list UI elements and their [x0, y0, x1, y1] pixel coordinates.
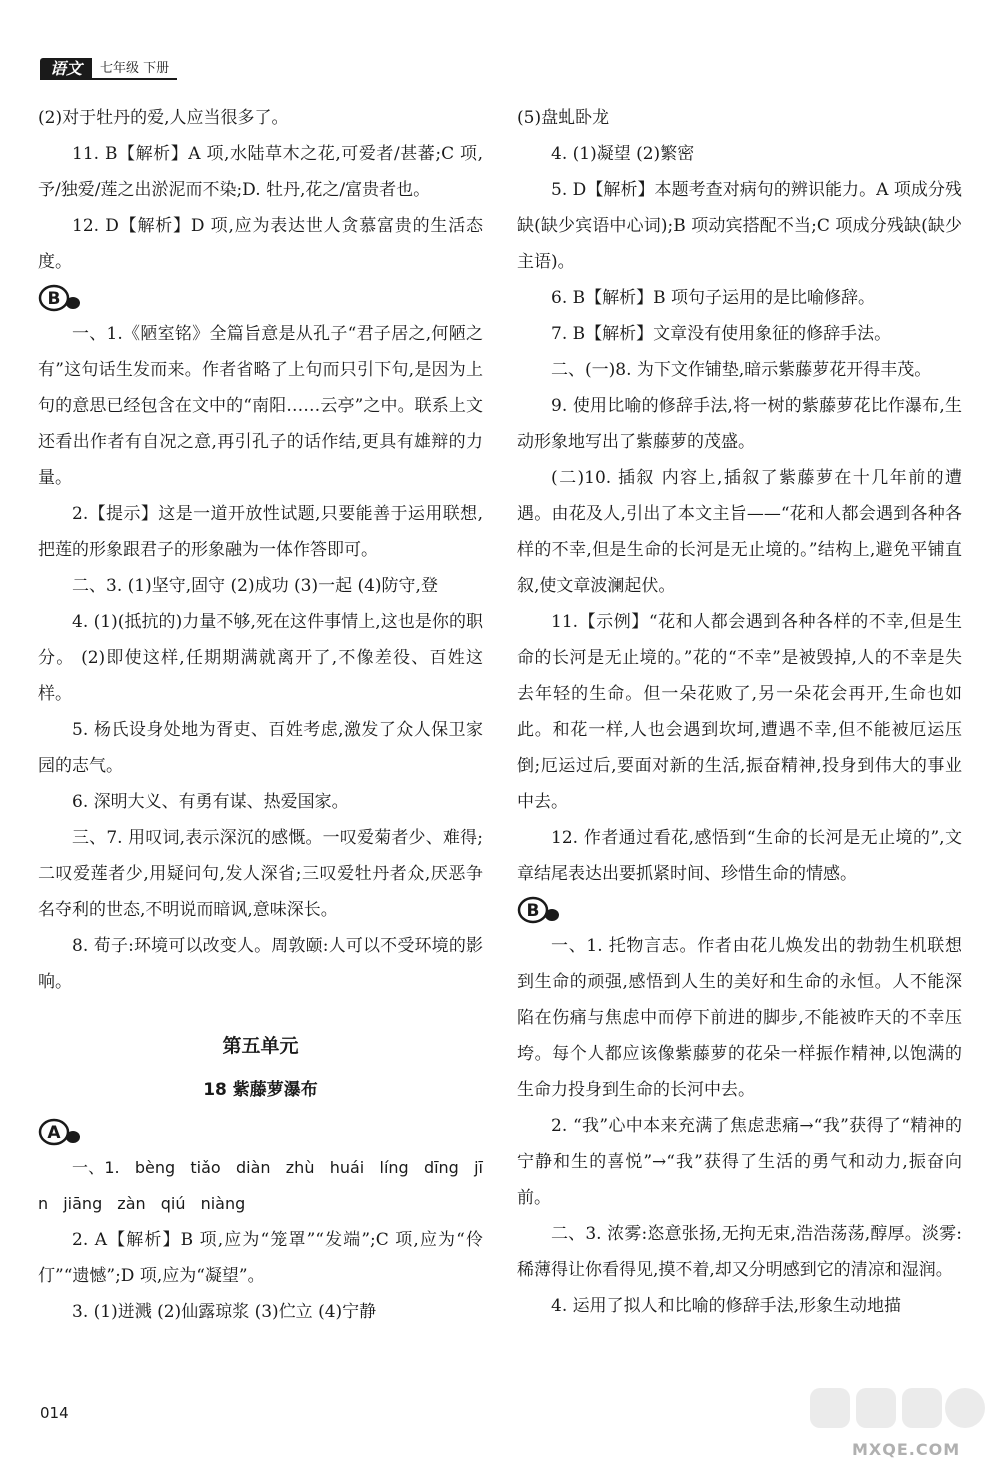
paragraph: 3. (1)迸溅 (2)仙露琼浆 (3)伫立 (4)宁静 — [72, 1302, 377, 1322]
paragraph: 8. 荀子:环境可以改变人。周敦颐:人可以不受环境的影响。 — [38, 936, 483, 992]
subject-tag: 语文 — [40, 58, 92, 80]
paragraph: 6. 深明大义、有勇有谋、热爱国家。 — [72, 792, 349, 812]
level-a-badge-icon — [38, 1118, 82, 1146]
paragraph: 4. (1)凝望 (2)繁密 — [551, 144, 695, 164]
paragraph: 11.【示例】“花和人都会遇到各种各样的不幸,但是生命的长河是无止境的。”花的“不幸”是被毁掉,人的不幸是失去年轻的生命。但一朵花败了,另一朵花会再开,生命也如此。和花一样,人也会遇到坎坷,遭遇不幸,但不能被厄运压倒;厄运过后,要面对新的生活,振奋精神,投身到伟大的事业中去。 — [517, 612, 962, 812]
right-column — [517, 100, 962, 1324]
unit-title: 第五单元 — [222, 1035, 299, 1057]
badge-letter: A — [47, 1123, 61, 1143]
paragraph: 4. 运用了拟人和比喻的修辞手法,形象生动地描 — [551, 1296, 902, 1316]
paragraph: 12. D【解析】D 项,应为表达世人贪慕富贵的生活态度。 — [38, 216, 483, 272]
paragraph: 2. “我”心中本来充满了焦虑悲痛→“我”获得了“精神的宁静和生的喜悦”→“我”获得了生活的勇气和动力,振奋向前。 — [517, 1116, 962, 1208]
pinyin-answers: 一、1. bèng tiǎo diàn zhù huái líng dīng jīn jiāng zàn qiú niàng — [38, 1158, 483, 1213]
page-number: 014 — [40, 1404, 69, 1422]
paragraph: 5. 杨氏设身处地为胥吏、百姓考虑,激发了众人保卫家园的志气。 — [38, 720, 483, 776]
paragraph: 11. B【解析】A 项,水陆草木之花,可爱者/甚蕃;C 项,予/独爱/莲之出淤泥而不染;D. 牡丹,花之/富贵者也。 — [38, 144, 483, 200]
paragraph: 一、1.《陋室铭》全篇旨意是从孔子“君子居之,何陋之有”这句话生发而来。作者省略了上句而只引下句,是因为上句的意思已经包含在文中的“南阳……云亭”之中。联系上文还看出作者有自况之意,再引孔子的话作结,更具有雄辩的力量。 — [38, 324, 483, 488]
level-b-badge-icon — [38, 284, 82, 312]
grade-tag: 七年级 下册 — [92, 60, 177, 80]
paragraph: 2. A【解析】B 项,应为“笼罩”“发端”;C 项,应为“伶仃”“遗憾”;D 项,应为“凝望”。 — [38, 1230, 483, 1286]
paragraph: 二、3. 浓雾:恣意张扬,无拘无束,浩浩荡荡,醇厚。淡雾:稀薄得让你看得见,摸不着,却又分明感到它的清凉和湿润。 — [517, 1224, 962, 1280]
badge-letter: B — [526, 901, 540, 921]
lesson-title: 18 紫藤萝瀑布 — [203, 1080, 318, 1100]
left-column — [38, 100, 483, 1330]
paragraph: 三、7. 用叹词,表示深沉的感慨。一叹爱菊者少、难得;二叹爱莲者少,用疑问句,发人深省;三叹爱牡丹者众,厌恶争名夺利的世态,不明说而暗讽,意味深长。 — [38, 828, 483, 920]
paragraph: 5. D【解析】本题考查对病句的辨识能力。A 项成分残缺(缺少宾语中心词);B 项动宾搭配不当;C 项成分残缺(缺少主语)。 — [517, 180, 962, 272]
paragraph: 12. 作者通过看花,感悟到“生命的长河是无止境的”,文章结尾表达出要抓紧时间、珍惜生命的情感。 — [517, 828, 962, 884]
paragraph: 9. 使用比喻的修辞手法,将一树的紫藤萝花比作瀑布,生动形象地写出了紫藤萝的茂盛。 — [517, 396, 962, 452]
badge-letter: B — [47, 289, 61, 309]
watermark-text: MXQE.COM — [852, 1440, 961, 1459]
paragraph: 二、(一)8. 为下文作铺垫,暗示紫藤萝花开得丰茂。 — [551, 360, 932, 380]
paragraph: (5)盘虬卧龙 — [517, 108, 610, 128]
paragraph: 7. B【解析】文章没有使用象征的修辞手法。 — [551, 324, 892, 344]
paragraph: (二)10. 插叙 内容上,插叙了紫藤萝在十几年前的遭遇。由花及人,引出了本文主旨——“花和人都会遇到各种各样的不幸,但是生命的长河是无止境的。”结构上,避免平铺直叙,使文章波澜起伏。 — [517, 468, 962, 596]
paragraph: (2)对于牡丹的爱,人应当很多了。 — [38, 108, 289, 128]
paragraph: 6. B【解析】B 项句子运用的是比喻修辞。 — [551, 288, 876, 308]
level-b-badge-icon — [517, 896, 561, 924]
paragraph: 2.【提示】这是一道开放性试题,只要能善于运用联想,把莲的形象跟君子的形象融为一体作答即可。 — [38, 504, 483, 560]
paragraph: 二、3. (1)坚守,固守 (2)成功 (3)一起 (4)防守,登 — [72, 576, 438, 596]
paragraph: 4. (1)(抵抗的)力量不够,死在这件事情上,这也是你的职分。 (2)即使这样,任期期满就离开了,不像差役、百姓这样。 — [38, 612, 483, 704]
page-header — [40, 58, 177, 80]
paragraph: 一、1. 托物言志。作者由花儿焕发出的勃勃生机联想到生命的顽强,感悟到人生的美好和生命的永恒。人不能深陷在伤痛与焦虑中而停下前进的脚步,不能被昨天的不幸压垮。每个人都应该像紫藤萝的花朵一样振作精神,以饱满的生命力投身到生命的长河中去。 — [517, 936, 962, 1100]
